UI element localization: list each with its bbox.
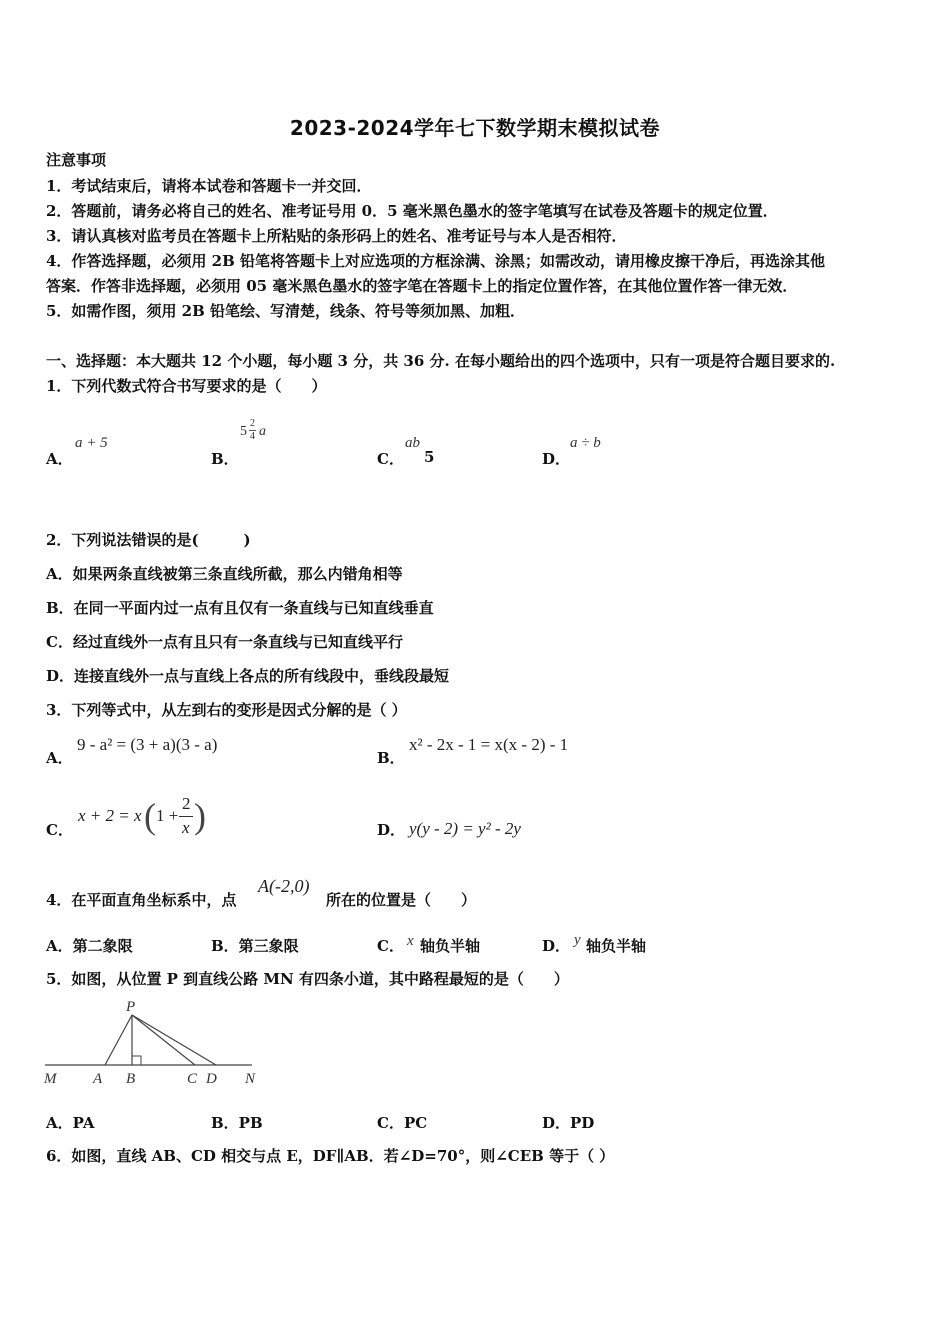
q1-option-d-expr: a ÷ b	[570, 435, 601, 451]
label-d: D	[206, 1071, 217, 1087]
q5-stem: 5．如图，从位置 P 到直线公路 MN 有四条小道，其中路程最短的是（ ）	[46, 970, 569, 988]
q4-option-b: B．第三象限	[211, 937, 299, 955]
q6-stem: 6．如图，直线 AB、CD 相交与点 E，DF∥AB．若∠D=70°，则∠CEB 等于（ ）	[46, 1147, 615, 1165]
exam-page: 2023-2024学年七下数学期末模拟试卷 注意事项 1．考试结束后，请将本试卷和答题卡一并交回． 2．答题前，请务必将自己的姓名、准考证号用 0．5 毫米黑色墨水的签字笔填写在试卷及答题卡的规定位置． 3．请认真核对监考员在答题卡上所粘贴的条形码上的姓名、准考证号与本人是否相符． 4．作答选择题，必须用 2B 铅笔将答题卡上对应选项的方框涂满、涂黑；如需改动，请用橡皮擦干净后，再选涂其他 答案．作答非选择题，必须用 05 毫米黑色墨水的签字笔在答题卡上的指定位置作答，在其他位置作答一律无效． 5．如需作图，须用 2B 铅笔绘、写清楚，线条、符号等须加黑、加粗． 一、选择题：本大题共 12 个小题，每小题 3 分，共 36 分. 在每小题给出的四个选项中，只有一项是符合题目要求的. 1．下列代数式符合书写要求的是（ ） A． a + 5 B． 5 2 4 a C． ab 5 D． a ÷ b 2．下列说法错误的是( ) A．如果两条直线被第三条直线所截，那么内错角相等 B．在同一平面内过一点有且仅有一条直线与已知直线垂直 C．经过直线外一点有且只有一条直线与已知直线平行 D．连接直线外一点与直线上各点的所有线段中，垂线段最短 3．下列等式中，从左到右的变形是因式分解的是（ ） A． 9 - a² = (3 + a)(3 - a) B． x² - 2x - 1 = x(x - 2) - 1 C． x + 2 = x ( 1 + 2 x ) D． y(y - 2) = y² - 2y 4．在平面直角坐标系中，点 A(-2,0) 所在的位置是（ ） A．第二象限 B．第三象限 C． x 轴负半轴 D． y 轴负半轴 5．如图，从位置 P 到直线公路 MN 有四条小道，其中路程最短的是（ ） P M A B C D N A．PA B．PB C．PC D．PD 6．如图，直线 AB、CD 相交与点 E，DF∥AB．若∠D=70°，则∠CEB 等于（ ）	[0, 0, 950, 1344]
q3-option-b-label: B．	[377, 749, 405, 767]
label-n: N	[245, 1071, 256, 1087]
q1-stem: 1．下列代数式符合书写要求的是（ ）	[46, 377, 327, 395]
q1-option-c-label: C．	[377, 450, 404, 468]
q3-option-d-label: D．	[377, 821, 406, 839]
q4-point: A(-2,0)	[258, 876, 310, 896]
notice-item-4: 4．作答选择题，必须用 2B 铅笔将答题卡上对应选项的方框涂满、涂黑；如需改动，请用橡皮擦干净后，再选涂其他	[46, 252, 826, 270]
q5-option-d: D．PD	[542, 1114, 595, 1132]
q5-figure	[40, 995, 270, 1090]
q2-option-a: A．如果两条直线被第三条直线所截，那么内错角相等	[46, 565, 403, 583]
q5-option-b: B．PB	[211, 1114, 263, 1132]
q2-option-c: C．经过直线外一点有且只有一条直线与已知直线平行	[46, 633, 403, 651]
q3-option-b-expr: x² - 2x - 1 = x(x - 2) - 1	[409, 735, 569, 754]
notice-heading: 注意事项	[46, 151, 107, 169]
q2-stem: 2．下列说法错误的是( )	[46, 531, 251, 549]
q4-option-c-var: x	[407, 933, 414, 949]
label-b: B	[126, 1071, 136, 1087]
label-a: A	[93, 1071, 103, 1087]
notice-item-1: 1．考试结束后，请将本试卷和答题卡一并交回．	[46, 177, 372, 195]
q1-option-c-expr: ab	[405, 435, 420, 451]
q3-option-a-expr: 9 - a² = (3 + a)(3 - a)	[77, 735, 218, 754]
label-c: C	[187, 1071, 198, 1087]
q3-option-a-label: A．	[46, 749, 73, 767]
q2-option-d: D．连接直线外一点与直线上各点的所有线段中，垂线段最短	[46, 667, 450, 685]
notice-item-4-cont: 答案．作答非选择题，必须用 05 毫米黑色墨水的签字笔在答题卡上的指定位置作答，在其他位置作答一律无效．	[46, 277, 798, 295]
q4-option-d-text: 轴负半轴	[586, 937, 647, 955]
q4-option-d-label: D．	[542, 937, 571, 955]
q1-option-b-label: B．	[211, 450, 239, 468]
q3-option-c-label: C．	[46, 821, 73, 839]
q1-option-a-label: A．	[46, 450, 73, 468]
notice-item-2: 2．答题前，请务必将自己的姓名、准考证号用 0．5 毫米黑色墨水的签字笔填写在试卷及答题卡的规定位置．	[46, 202, 778, 220]
label-m: M	[44, 1071, 57, 1087]
notice-item-5: 5．如需作图，须用 2B 铅笔绘、写清楚，线条、符号等须加黑、加粗．	[46, 302, 525, 320]
q3-option-d-expr: y(y - 2) = y² - 2y	[409, 819, 521, 838]
q1-option-c-tail: 5	[424, 448, 435, 466]
q3-option-c-expr: x + 2 = x ( 1 + 2 x )	[78, 794, 206, 837]
q5-option-c: C．PC	[377, 1114, 428, 1132]
label-p: P	[126, 999, 136, 1015]
q2-option-b: B．在同一平面内过一点有且仅有一条直线与已知直线垂直	[46, 599, 434, 617]
q4-option-c-label: C．	[377, 937, 404, 955]
right-angle-mark	[132, 1056, 141, 1065]
path-pd	[132, 1015, 216, 1065]
section-heading: 一、选择题：本大题共 12 个小题，每小题 3 分，共 36 分. 在每小题给出的四个选项中，只有一项是符合题目要求的.	[46, 352, 836, 370]
q1-option-a-expr: a + 5	[75, 435, 108, 451]
q3-stem: 3．下列等式中，从左到右的变形是因式分解的是（ ）	[46, 701, 407, 719]
q4-stem-pre: 4．在平面直角坐标系中，点	[46, 891, 237, 909]
page-title: 2023-2024学年七下数学期末模拟试卷	[289, 116, 661, 140]
notice-item-3: 3．请认真核对监考员在答题卡上所粘贴的条形码上的姓名、准考证号与本人是否相符．	[46, 227, 627, 245]
q4-option-c-text: 轴负半轴	[420, 937, 481, 955]
path-pa	[105, 1015, 132, 1065]
q4-option-a: A．第二象限	[46, 937, 133, 955]
q5-option-a: A．PA	[46, 1114, 95, 1132]
q4-stem-post: 所在的位置是（ ）	[326, 891, 477, 909]
q1-option-d-label: D．	[542, 450, 571, 468]
q4-option-d-var: y	[574, 932, 581, 948]
